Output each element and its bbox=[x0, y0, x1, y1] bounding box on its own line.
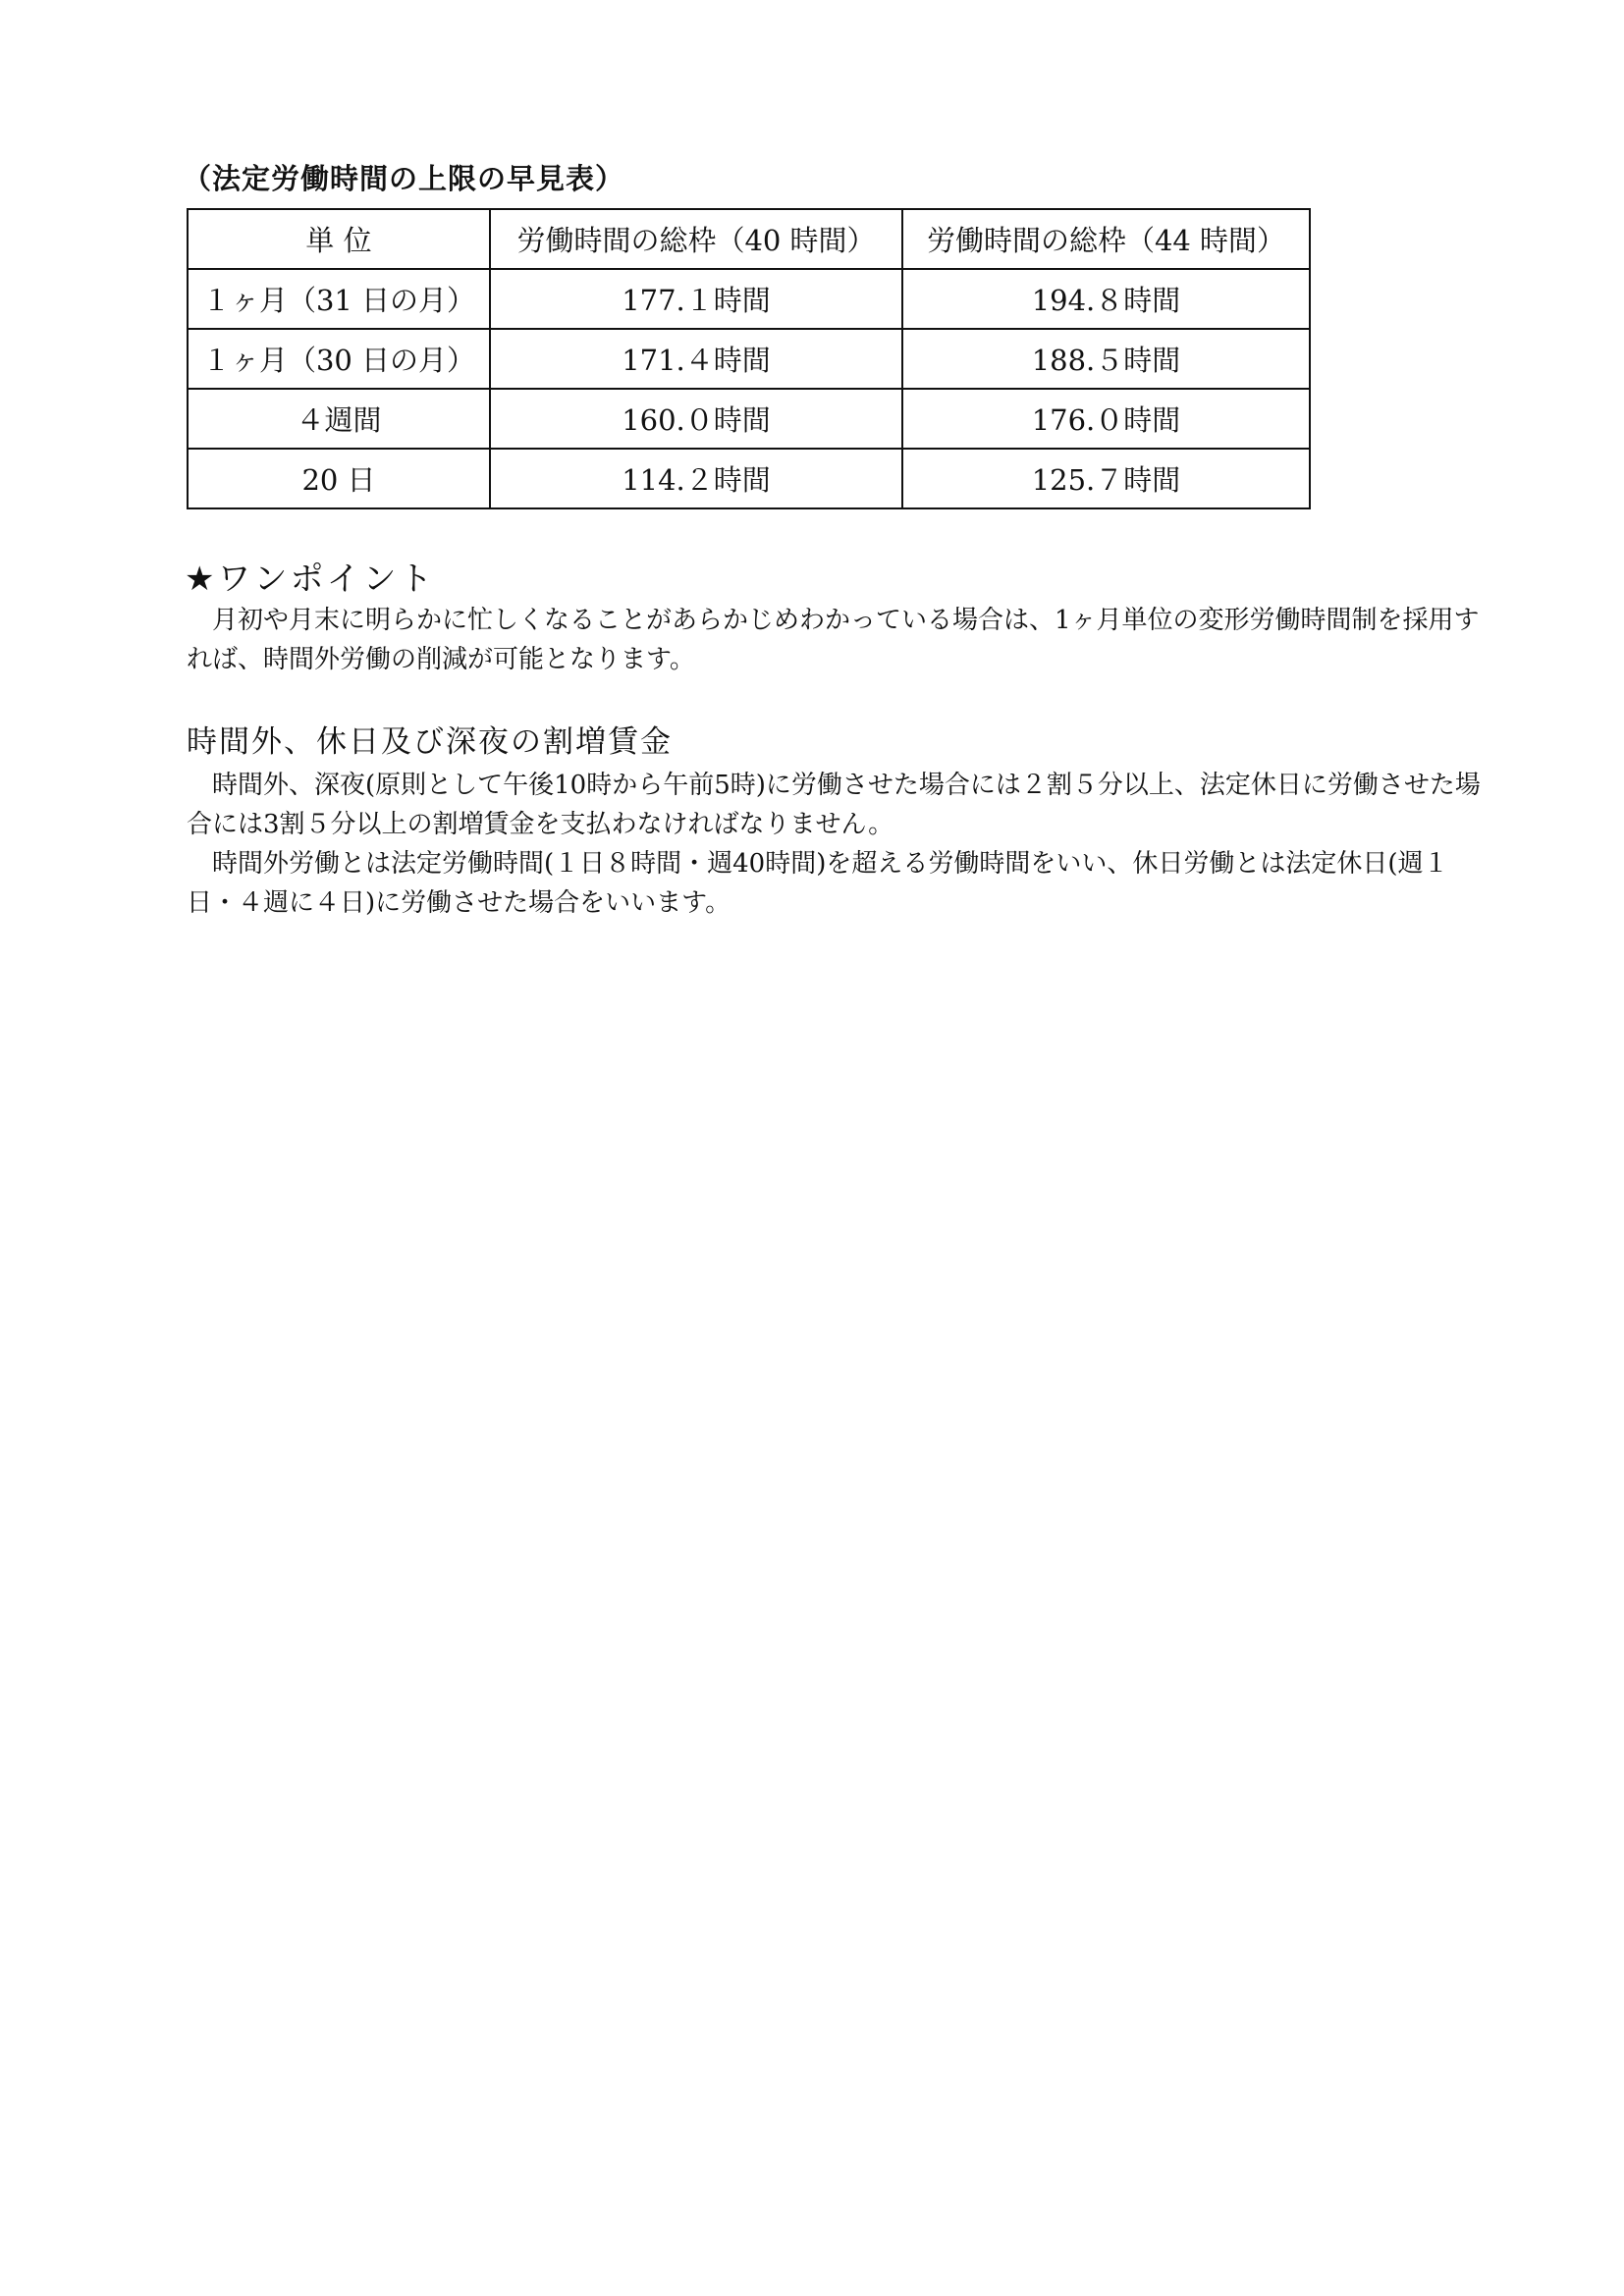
row-value-44h: 194.８時間 bbox=[902, 269, 1310, 329]
one-point-heading: ★ワンポイント bbox=[185, 560, 436, 599]
table-row bbox=[188, 329, 1310, 389]
table-header-row bbox=[188, 209, 1310, 269]
premium-wage-heading: 時間外、休日及び深夜の割増賃金 bbox=[187, 724, 673, 760]
row-value-40h: 171.４時間 bbox=[490, 329, 902, 389]
row-value-40h: 160.０時間 bbox=[490, 389, 902, 449]
row-value-44h: 125.７時間 bbox=[902, 449, 1310, 508]
header-total-44h: 労働時間の総枠（44 時間） bbox=[902, 209, 1310, 269]
row-unit: １ヶ月（30 日の月） bbox=[188, 329, 490, 389]
row-value-40h: 177.１時間 bbox=[490, 269, 902, 329]
header-total-40h: 労働時間の総枠（40 時間） bbox=[490, 209, 902, 269]
table-caption: （法定労働時間の上限の早見表） bbox=[183, 162, 625, 195]
one-point-paragraph: 月初や月末に明らかに忙しくなることがあらかじめわかっている場合は、1ヶ月単位の変形労働時間制を採用すれば、時間外労働の削減が可能となります。 bbox=[187, 606, 1480, 674]
working-hours-table bbox=[187, 208, 1311, 509]
header-unit: 単 位 bbox=[188, 209, 490, 269]
table-row bbox=[188, 449, 1310, 508]
table-row bbox=[188, 269, 1310, 329]
one-point-body bbox=[187, 601, 1483, 679]
row-unit: 20 日 bbox=[188, 449, 490, 508]
premium-paragraph: 時間外、深夜(原則として午後10時から午前5時)に労働させた場合には２割５分以上、法定休日に労働させた場合には3割５分以上の割増賃金を支払わなければなりません。 bbox=[187, 771, 1481, 839]
row-value-40h: 114.２時間 bbox=[490, 449, 902, 508]
premium-wage-body bbox=[187, 766, 1483, 923]
row-value-44h: 176.０時間 bbox=[902, 389, 1310, 449]
row-value-44h: 188.５時間 bbox=[902, 329, 1310, 389]
row-unit: １ヶ月（31 日の月） bbox=[188, 269, 490, 329]
premium-paragraph: 時間外労働とは法定労働時間(１日８時間・週40時間)を超える労働時間をいい、休日労働とは法定休日(週１日・４週に４日)に労働させた場合をいいます。 bbox=[187, 849, 1449, 918]
table-row bbox=[188, 389, 1310, 449]
row-unit: ４週間 bbox=[188, 389, 490, 449]
